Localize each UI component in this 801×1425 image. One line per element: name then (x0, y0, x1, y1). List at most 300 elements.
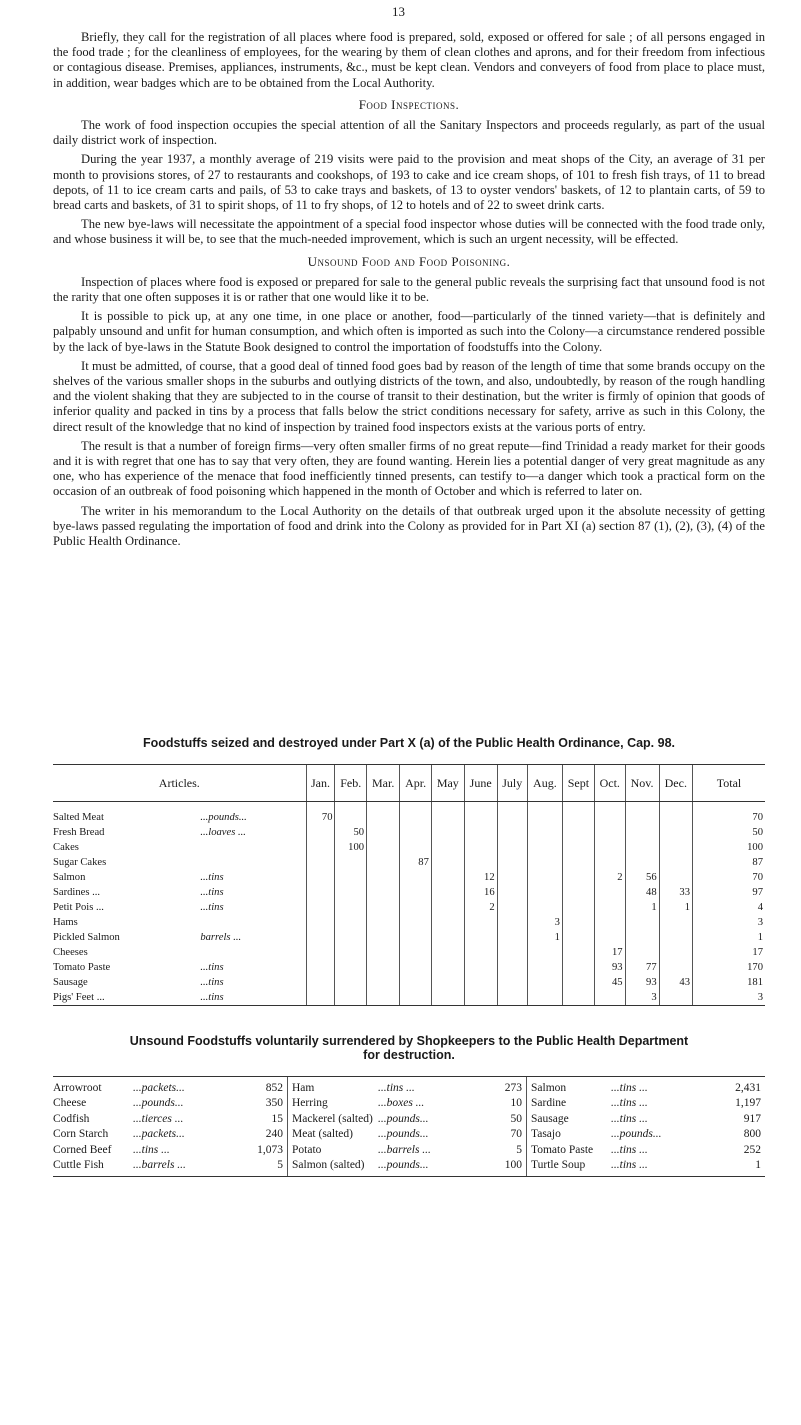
item-name: Corned Beef (53, 1143, 112, 1156)
month-cell (431, 825, 464, 840)
column-header: Apr. (400, 765, 432, 802)
unit-cell: ...tins (198, 990, 306, 1006)
month-cell (400, 975, 432, 990)
month-cell (306, 945, 335, 960)
total-cell: 181 (693, 975, 766, 990)
item-unit: ...packets... (133, 1081, 185, 1094)
column-header: Feb. (335, 765, 367, 802)
table-row (53, 870, 765, 885)
month-cell: 93 (594, 960, 625, 975)
month-cell (497, 855, 527, 870)
item-name: Potato (292, 1143, 322, 1156)
month-cell (562, 825, 594, 840)
month-cell (527, 840, 562, 855)
item-quantity: 100 (504, 1159, 522, 1172)
item-name: Turtle Soup (531, 1159, 586, 1172)
item-unit: ...boxes ... (378, 1097, 425, 1110)
unit-cell (198, 855, 306, 870)
month-cell (659, 855, 692, 870)
month-cell (431, 840, 464, 855)
list-item (531, 1127, 765, 1143)
month-cell (625, 840, 659, 855)
month-cell (594, 930, 625, 945)
table-row (53, 900, 765, 915)
article-cell: Salted Meat (53, 812, 104, 823)
unit-cell: ...tins (200, 977, 224, 988)
month-cell: 16 (464, 885, 497, 900)
month-cell (659, 840, 692, 855)
item-unit: ...pounds... (611, 1128, 662, 1141)
month-cell (659, 960, 692, 975)
item-quantity: 5 (516, 1143, 522, 1156)
month-cell (400, 885, 432, 900)
month-cell (497, 900, 527, 915)
item-name: Tomato Paste (531, 1143, 594, 1156)
month-cell: 100 (335, 840, 367, 855)
article-cell: Sausage (53, 977, 88, 988)
month-cell (659, 990, 692, 1006)
month-cell (367, 870, 400, 885)
item-name: Salmon (531, 1081, 567, 1094)
article-cell: Cakes (53, 842, 79, 853)
item-quantity: 917 (743, 1112, 761, 1125)
item-quantity: 273 (504, 1081, 522, 1094)
table-row (53, 855, 765, 870)
month-cell (306, 840, 335, 855)
total-cell: 50 (693, 825, 766, 840)
month-cell (562, 945, 594, 960)
month-cell (335, 870, 367, 885)
month-cell (431, 885, 464, 900)
unit-cell: ...tins (200, 962, 224, 973)
item-quantity: 240 (265, 1128, 283, 1141)
month-cell (431, 960, 464, 975)
month-cell (400, 960, 432, 975)
month-cell: 1 (527, 930, 562, 945)
month-cell: 43 (659, 975, 692, 990)
month-cell (306, 975, 335, 990)
list-item (292, 1158, 526, 1174)
total-cell: 97 (693, 885, 766, 900)
item-unit: ...tins ... (611, 1112, 648, 1125)
item-quantity: 5 (277, 1159, 283, 1172)
surrendered-column (526, 1077, 765, 1176)
month-cell (306, 930, 335, 945)
month-cell: 45 (594, 975, 625, 990)
month-cell (497, 885, 527, 900)
unsound-food-paragraph: It must be admitted, of course, that a good deal of tinned food goes bad by reason of the length of time that some brands occupy on the shelves of the various smaller shops in the suburbs and outlying districts of the town, and also, undoubtedly, by reason of the rough handling and the violent shaking that they are subjected to in the course of transit to their destination, but the writer is firmly of opinion that goods of inferior quality and packed in tins by a process that falls below the strict conditions necessary for safety, arrive as such in this Colony, the direct result of the knowledge that no kind of inspection by trained food inspectors exists at the various ports of entry. (53, 358, 765, 434)
month-cell (527, 870, 562, 885)
month-cell (335, 885, 367, 900)
total-cell: 70 (693, 810, 766, 825)
month-cell: 2 (464, 900, 497, 915)
month-cell (400, 810, 432, 825)
month-cell (497, 930, 527, 945)
month-cell (625, 930, 659, 945)
item-name: Ham (292, 1081, 315, 1094)
list-item (292, 1111, 526, 1127)
item-unit: ...pounds... (378, 1159, 429, 1172)
article-cell: Salmon (53, 872, 86, 883)
item-name: Codfish (53, 1112, 90, 1125)
month-cell (431, 810, 464, 825)
column-header: Nov. (625, 765, 659, 802)
month-cell (335, 960, 367, 975)
food-inspections-paragraph: The work of food inspection occupies the special attention of all the Sanitary Inspectors and proceeds regularly, as part of the usual daily district work of inspection. (53, 118, 765, 148)
month-cell (400, 930, 432, 945)
table-row (53, 990, 765, 1006)
item-name: Arrowroot (53, 1081, 102, 1094)
unit-cell: ...loaves ... (200, 827, 246, 838)
month-cell (659, 945, 692, 960)
month-cell (464, 960, 497, 975)
month-cell (659, 930, 692, 945)
column-header: Mar. (367, 765, 400, 802)
month-cell (527, 960, 562, 975)
month-cell (431, 870, 464, 885)
list-item (292, 1080, 526, 1096)
month-cell (335, 945, 367, 960)
month-cell (306, 990, 335, 1006)
month-cell (306, 870, 335, 885)
article-cell: Sugar Cakes (53, 857, 107, 868)
month-cell (562, 960, 594, 975)
month-cell (594, 810, 625, 825)
item-quantity: 70 (510, 1128, 522, 1141)
month-cell (400, 945, 432, 960)
article-cell: Tomato Paste (53, 962, 111, 973)
month-cell (562, 990, 594, 1006)
intro-paragraph: Briefly, they call for the registration of all places where food is prepared, sold, exposed or offered for sale ; of all persons engaged in the food trade ; for the cleanliness of employees, for the wearing by them of clean clothes and aprons, and for their freedom from infectious or contagious disease. Premises, appliances, instruments, &c., must be kept clean. Vendors and conveyers of food from place to place must, in addition, wear badges which are to be obtained from the Local Authority. (53, 30, 765, 90)
item-quantity: 1,073 (257, 1143, 283, 1156)
month-cell (367, 900, 400, 915)
month-cell (335, 810, 367, 825)
table-row (53, 930, 765, 945)
column-header: June (464, 765, 497, 802)
unit-cell: barrels ... (200, 932, 242, 943)
seized-table-body (53, 802, 765, 1006)
total-cell: 70 (693, 870, 766, 885)
item-unit: ...tins ... (611, 1143, 648, 1156)
month-cell (527, 990, 562, 1006)
month-cell (464, 810, 497, 825)
table-row (53, 960, 765, 975)
article-cell: Fresh Bread (53, 827, 105, 838)
month-cell (431, 990, 464, 1006)
month-cell (594, 885, 625, 900)
month-cell (464, 975, 497, 990)
month-cell (431, 915, 464, 930)
month-cell (594, 840, 625, 855)
month-cell (659, 915, 692, 930)
month-cell (527, 810, 562, 825)
total-cell: 100 (693, 840, 766, 855)
column-header: Articles. (53, 765, 306, 802)
article-cell: Pickled Salmon (53, 932, 120, 943)
month-cell (400, 990, 432, 1006)
month-cell (497, 915, 527, 930)
article-cell: Pigs' Feet ... (53, 990, 198, 1006)
food-inspections-paragraph: The new bye-laws will necessitate the appointment of a special food inspector whose duties will be connected with the food trade only, and whose business it will be, to see that the much-needed improvement, which is such an urgent necessity, will be effected. (53, 217, 765, 247)
month-cell (367, 810, 400, 825)
unit-cell: ...tins (200, 872, 224, 883)
article-cell: Cheeses (53, 947, 88, 958)
item-quantity: 2,431 (735, 1081, 761, 1094)
unit-cell: ...tins (200, 887, 224, 898)
month-cell (625, 915, 659, 930)
month-cell (594, 825, 625, 840)
month-cell (527, 855, 562, 870)
month-cell: 12 (464, 870, 497, 885)
list-item (53, 1127, 287, 1143)
month-cell (431, 900, 464, 915)
item-unit: ...barrels ... (133, 1159, 186, 1172)
list-item (531, 1080, 765, 1096)
item-unit: ...tierces ... (133, 1112, 184, 1125)
month-cell (527, 900, 562, 915)
month-cell (464, 915, 497, 930)
month-cell (400, 900, 432, 915)
month-cell (594, 855, 625, 870)
month-cell (464, 945, 497, 960)
unit-cell (198, 840, 306, 855)
page-number: 13 (392, 4, 405, 19)
month-cell: 70 (306, 810, 335, 825)
unsound-food-paragraph: Inspection of places where food is exposed or prepared for sale to the general public reveals the surprising fact that unsound food is not the rarity that one often supposes it is or rather that one would like it to be. (53, 274, 765, 305)
item-unit: ...packets... (133, 1128, 185, 1141)
month-cell (367, 915, 400, 930)
list-item (292, 1096, 526, 1112)
month-cell (367, 945, 400, 960)
total-cell: 170 (693, 960, 766, 975)
column-header: Aug. (527, 765, 562, 802)
month-cell (367, 855, 400, 870)
month-cell: 33 (659, 885, 692, 900)
unsound-food-paragraph: It is possible to pick up, at any one time, in one place or another, food—particularly of the tinned variety—that is definitely and palpably unsound and unfit for human consumption, and which often is imported as such into the Colony—a circumstance rendered possible by the lack of bye-laws in the Statute Book designed to control the importation of foodstuffs into the Colony. (53, 309, 765, 354)
item-name: Meat (salted) (292, 1128, 353, 1141)
month-cell (400, 915, 432, 930)
item-quantity: 1 (755, 1159, 761, 1172)
item-unit: ...barrels ... (378, 1143, 431, 1156)
item-name: Salmon (salted) (292, 1159, 365, 1172)
month-cell (335, 900, 367, 915)
month-cell: 87 (400, 855, 432, 870)
month-cell (306, 960, 335, 975)
item-name: Mackerel (salted) (292, 1112, 373, 1125)
month-cell (497, 870, 527, 885)
month-cell (562, 930, 594, 945)
month-cell (400, 825, 432, 840)
total-cell: 4 (693, 900, 766, 915)
month-cell (497, 945, 527, 960)
month-cell (562, 915, 594, 930)
item-unit: ...pounds... (378, 1128, 429, 1141)
month-cell (527, 885, 562, 900)
total-cell: 3 (693, 990, 766, 1006)
column-header: July (497, 765, 527, 802)
month-cell: 48 (625, 885, 659, 900)
month-cell (335, 855, 367, 870)
month-cell (562, 855, 594, 870)
month-cell (497, 825, 527, 840)
column-header: Total (693, 765, 766, 802)
unsound-food-paragraph: The writer in his memorandum to the Local Authority on the details of that outbreak urged upon it the absolute necessity of getting bye-laws passed regulating the importation of food and drink into the Colony as provided for in Part XI (a) section 87 (1), (2), (3), (4) of the Public Health Ordinance. (53, 503, 765, 549)
unit-cell: ...tins (200, 902, 224, 913)
month-cell (562, 840, 594, 855)
total-cell: 1 (693, 930, 766, 945)
month-cell (306, 855, 335, 870)
month-cell (562, 975, 594, 990)
month-cell (464, 930, 497, 945)
month-cell (527, 945, 562, 960)
article-cell: Sardines ... (53, 887, 101, 898)
unsound-food-paragraph: The result is that a number of foreign firms—very often smaller firms of no great repute—find Trinidad a ready market for their goods and it is with regret that one has to say that very often, they are found wanting. Herein lies a potential danger of very great magnitude as any one, who has experience of the menace that food inefficiently tinned presents, can testify to—a danger which took a practical form on the occasion of an outbreak of food poisoning which happened in the month of October and which is referred to later on. (53, 438, 765, 499)
month-cell (527, 975, 562, 990)
month-cell (562, 870, 594, 885)
total-cell: 3 (693, 915, 766, 930)
unit-cell (198, 945, 306, 960)
item-name: Herring (292, 1097, 328, 1110)
month-cell (400, 870, 432, 885)
month-cell: 17 (594, 945, 625, 960)
month-cell (306, 885, 335, 900)
month-cell (527, 825, 562, 840)
month-cell (625, 810, 659, 825)
month-cell: 93 (625, 975, 659, 990)
table-row (53, 825, 765, 840)
month-cell (367, 840, 400, 855)
month-cell (594, 900, 625, 915)
month-cell (625, 855, 659, 870)
month-cell (464, 840, 497, 855)
month-cell: 77 (625, 960, 659, 975)
item-quantity: 50 (510, 1112, 522, 1125)
column-header: Sept (562, 765, 594, 802)
month-cell (497, 960, 527, 975)
month-cell (306, 900, 335, 915)
item-quantity: 852 (265, 1081, 283, 1094)
list-item (531, 1111, 765, 1127)
item-name: Cuttle Fish (53, 1159, 104, 1172)
item-name: Sausage (531, 1112, 569, 1125)
table-row (53, 885, 765, 900)
month-cell (431, 975, 464, 990)
month-cell: 1 (659, 900, 692, 915)
item-quantity: 10 (510, 1097, 522, 1110)
item-name: Corn Starch (53, 1128, 109, 1141)
month-cell (594, 990, 625, 1006)
column-header: Dec. (659, 765, 692, 802)
seized-table-title: Foodstuffs seized and destroyed under Part X (a) of the Public Health Ordinance, Cap. 98. (142, 736, 676, 750)
body-text (53, 30, 765, 553)
month-cell (562, 900, 594, 915)
item-quantity: 1,197 (735, 1097, 761, 1110)
month-cell (367, 975, 400, 990)
table-row (53, 915, 765, 930)
month-cell (659, 825, 692, 840)
month-cell (464, 855, 497, 870)
month-cell (464, 825, 497, 840)
month-cell (400, 840, 432, 855)
seized-foodstuffs-table (53, 764, 765, 1006)
article-cell: Petit Pois ... (53, 902, 104, 913)
unsound-food-heading: Unsound Food and Food Poisoning. (307, 253, 511, 269)
surrendered-title-line1: Unsound Foodstuffs voluntarily surrendered by Shopkeepers to the Public Health Department (129, 1034, 689, 1048)
month-cell (367, 825, 400, 840)
column-header: Oct. (594, 765, 625, 802)
item-unit: ...tins ... (378, 1081, 415, 1094)
item-name: Cheese (53, 1097, 87, 1110)
month-cell (431, 855, 464, 870)
month-cell: 2 (594, 870, 625, 885)
month-cell (464, 990, 497, 1006)
item-name: Sardine (531, 1097, 567, 1110)
month-cell (497, 840, 527, 855)
month-cell (335, 915, 367, 930)
month-cell (659, 870, 692, 885)
month-cell (497, 975, 527, 990)
unit-cell (198, 915, 306, 930)
list-item (53, 1096, 287, 1112)
item-unit: ...tins ... (133, 1143, 170, 1156)
item-unit: ...tins ... (611, 1159, 648, 1172)
table-header-row (53, 765, 765, 802)
month-cell (497, 810, 527, 825)
surrendered-title (53, 1034, 765, 1062)
month-cell (335, 930, 367, 945)
month-cell (367, 990, 400, 1006)
total-cell: 87 (693, 855, 766, 870)
month-cell: 50 (335, 825, 367, 840)
surrendered-title-line2: for destruction. (363, 1048, 455, 1062)
table-row (53, 975, 765, 990)
list-item (531, 1142, 765, 1158)
month-cell: 3 (527, 915, 562, 930)
item-unit: ...pounds... (133, 1097, 184, 1110)
column-header: Jan. (306, 765, 335, 802)
month-cell (625, 945, 659, 960)
month-cell (431, 930, 464, 945)
month-cell (431, 945, 464, 960)
month-cell: 1 (625, 900, 659, 915)
article-cell: Hams (53, 917, 78, 928)
list-item (53, 1111, 287, 1127)
list-item (531, 1096, 765, 1112)
month-cell (367, 930, 400, 945)
item-name: Tasajo (531, 1128, 561, 1141)
month-cell (659, 810, 692, 825)
surrendered-column (53, 1077, 287, 1176)
month-cell (367, 960, 400, 975)
month-cell (335, 990, 367, 1006)
table-row (53, 840, 765, 855)
food-inspections-paragraph: During the year 1937, a monthly average of 219 visits were paid to the provision and meat shops of the City, an average of 31 per month to provisions stores, of 27 to restaurants and cookshops, of 193 to cake and ice cream shops, of 101 to fresh fish trays, of 11 to bread depots, of 11 to ice cream carts and pails, of 53 to cake trays and baskets, of 13 to oyster vendors' baskets, of 12 to plantain carts, of 59 to bread carts and baskets, of 31 to spirit shops, of 11 to fry shops, of 12 to hotels and of 22 to sweet drink carts. (53, 152, 765, 213)
month-cell (594, 915, 625, 930)
list-item (292, 1127, 526, 1143)
list-item (53, 1142, 287, 1158)
month-cell (306, 825, 335, 840)
month-cell (497, 990, 527, 1006)
item-quantity: 252 (743, 1143, 761, 1156)
month-cell (367, 885, 400, 900)
month-cell (562, 885, 594, 900)
list-item (53, 1158, 287, 1174)
month-cell: 56 (625, 870, 659, 885)
surrendered-column (287, 1077, 526, 1176)
total-cell: 17 (693, 945, 766, 960)
unit-cell: ...pounds... (200, 812, 247, 823)
list-item (53, 1080, 287, 1096)
